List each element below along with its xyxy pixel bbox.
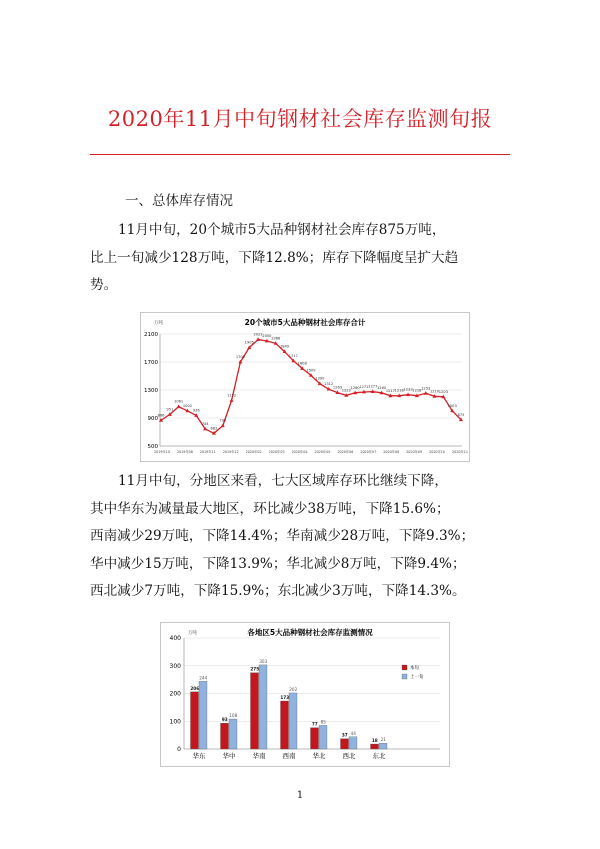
x-tick-label: 2019年08 [176, 450, 193, 454]
bar-value-label: 108 [229, 713, 238, 719]
bar [229, 719, 237, 749]
bar-value-label: 275 [250, 666, 260, 672]
data-label: 1003 [447, 403, 457, 408]
bar-value-label: 44 [350, 730, 356, 736]
bar-value-label: 77 [311, 721, 318, 727]
x-tick-label: 2020年04 [291, 450, 308, 454]
paragraph-2 [90, 468, 520, 606]
x-tick-label: 2020年10 [429, 450, 446, 454]
y-tick-label: 400 [169, 635, 181, 642]
total-inventory-line-chart [140, 312, 470, 462]
bar [251, 673, 259, 749]
bar-value-label: 303 [259, 658, 268, 664]
bar [289, 693, 297, 749]
data-label: 866 [157, 413, 165, 418]
paragraph-1-line-2: 比上一旬减少128万吨，下降12.8%；库存下降幅度呈扩大趋 [90, 249, 459, 266]
data-label: 1233 [403, 387, 413, 392]
x-category-label: 华东 [192, 752, 206, 760]
data-label: 1263 [332, 385, 343, 390]
y-tick-label: 200 [169, 690, 181, 698]
data-label: 1312 [324, 382, 334, 387]
data-label: 1253 [421, 386, 431, 391]
y-tick-label: 0 [177, 746, 181, 753]
document-title: 2020年11月中旬钢材社会库存监测旬报 [107, 107, 493, 131]
y-axis-unit: 万吨 [154, 321, 163, 326]
data-label: 1002 [182, 403, 193, 408]
chart-title: 20个城市5大品种钢材社会库存合计 [244, 318, 366, 327]
data-label: 1218 [412, 388, 422, 393]
data-label: 875 [457, 412, 465, 417]
data-label: 790 [219, 418, 227, 423]
bar [221, 723, 229, 749]
bar [259, 665, 267, 749]
x-tick-label: 2020年08 [383, 450, 400, 454]
x-tick-label: 2019年11 [199, 450, 216, 454]
data-label: 1272 [359, 384, 369, 389]
paragraph-2-line-3: 西南减少29万吨，下降14.4%；华南减少28万吨，下降9.3%； [90, 528, 475, 544]
legend-label: 本旬 [410, 666, 419, 671]
data-label: 1390 [315, 376, 325, 381]
bar-value-label: 244 [199, 675, 208, 681]
x-tick-label: 2020年11 [452, 450, 468, 454]
y-tick-label: 2100 [144, 332, 158, 338]
data-label: 1700 [235, 355, 245, 359]
data-label: 1210 [429, 389, 440, 394]
data-label: 1152 [227, 393, 237, 398]
regional-inventory-bar-chart [160, 622, 450, 767]
bar [379, 743, 387, 749]
x-tick-label: 2020年07 [360, 450, 377, 454]
bar-value-label: 93 [221, 717, 228, 723]
legend-swatch [402, 674, 407, 679]
data-label: 1717 [288, 353, 298, 358]
data-label: 682 [210, 426, 218, 431]
bar [311, 728, 319, 749]
data-label: 1966 [271, 336, 281, 341]
x-category-label: 西北 [342, 752, 356, 760]
x-tick-label: 2019年12 [222, 450, 239, 454]
data-label: 1608 [297, 361, 307, 366]
bar [341, 739, 349, 749]
data-label: 2022 [253, 332, 263, 337]
x-category-label: 西南 [282, 752, 296, 760]
bar-value-label: 202 [289, 686, 298, 692]
x-category-label: 东北 [372, 752, 386, 760]
section-heading: 一、总体库存情况 [125, 193, 233, 209]
data-label: 1203 [438, 389, 448, 394]
bar [319, 725, 327, 749]
paragraph-1-line-1: 11月中旬，20个城市5大品种钢材社会库存875万吨， [118, 222, 446, 238]
data-label: 1260 [377, 385, 387, 390]
data-label: 1061 [174, 399, 184, 404]
data-label: 1217 [385, 388, 395, 393]
x-category-label: 华南 [252, 752, 266, 760]
x-tick-label: 2020年09 [406, 450, 423, 454]
x-category-label: 华北 [312, 752, 326, 760]
bar-value-label: 206 [190, 685, 200, 691]
data-label: 1260 [350, 385, 360, 390]
y-tick-label: 100 [169, 718, 181, 726]
data-label: 744 [201, 421, 209, 426]
x-category-label: 华中 [222, 752, 236, 760]
bar-value-label: 173 [280, 694, 290, 700]
bar-value-label: 37 [341, 732, 348, 738]
x-tick-label: 2020年02 [245, 450, 262, 454]
data-label: 1277 [368, 384, 378, 389]
bar [349, 737, 357, 749]
data-label: 936 [192, 408, 200, 413]
paragraph-2-line-4: 华中减少15万吨，下降13.9%；华北减少8万吨，下降9.4%； [90, 555, 466, 572]
data-label: 2000 [262, 334, 272, 338]
title-underline [90, 154, 510, 155]
y-tick-label: 300 [169, 662, 181, 670]
x-tick-label: 2020年03 [268, 450, 285, 454]
y-tick-label: 900 [147, 416, 158, 422]
chart-title: 各地区5大品种钢材社会库存监测情况 [247, 628, 373, 637]
paragraph-2-line-1: 11月中旬，分地区来看，七大区域库存环比继续下降， [118, 473, 448, 489]
bar-value-label: 85 [320, 719, 326, 725]
x-tick-label: 2020年05 [314, 450, 331, 454]
bar [199, 681, 207, 749]
data-label: 951 [166, 407, 174, 412]
bar-value-label: 21 [380, 737, 386, 743]
paragraph-2-line-2: 其中华东为减量最大地区，环比减少38万吨，下降15.6%； [90, 500, 450, 517]
y-tick-label: 500 [147, 444, 158, 450]
bar [191, 692, 199, 749]
page-number: 1 [296, 790, 304, 801]
bar [371, 744, 379, 749]
paragraph-1 [90, 217, 520, 300]
data-label: 1218 [394, 388, 404, 393]
x-tick-label: 2019年10 [154, 450, 170, 454]
data-label: 1905 [244, 340, 254, 345]
x-tick-label: 2020年06 [337, 450, 354, 454]
bar-value-label: 18 [371, 738, 378, 744]
data-label: 1223 [341, 388, 351, 393]
paragraph-2-line-5: 西北减少7万吨，下降15.9%；东北减少3万吨，下降14.3%。 [90, 583, 466, 599]
data-label: 1509 [306, 368, 316, 373]
y-axis-unit: 万吨 [188, 631, 197, 636]
y-tick-label: 1300 [144, 388, 158, 394]
y-tick-label: 1700 [144, 360, 158, 366]
data-label: 1849 [279, 344, 290, 349]
paragraph-1-line-3: 势。 [90, 277, 118, 293]
bar [281, 701, 289, 749]
legend-label: 上一旬 [410, 675, 424, 680]
legend-swatch [402, 665, 407, 670]
